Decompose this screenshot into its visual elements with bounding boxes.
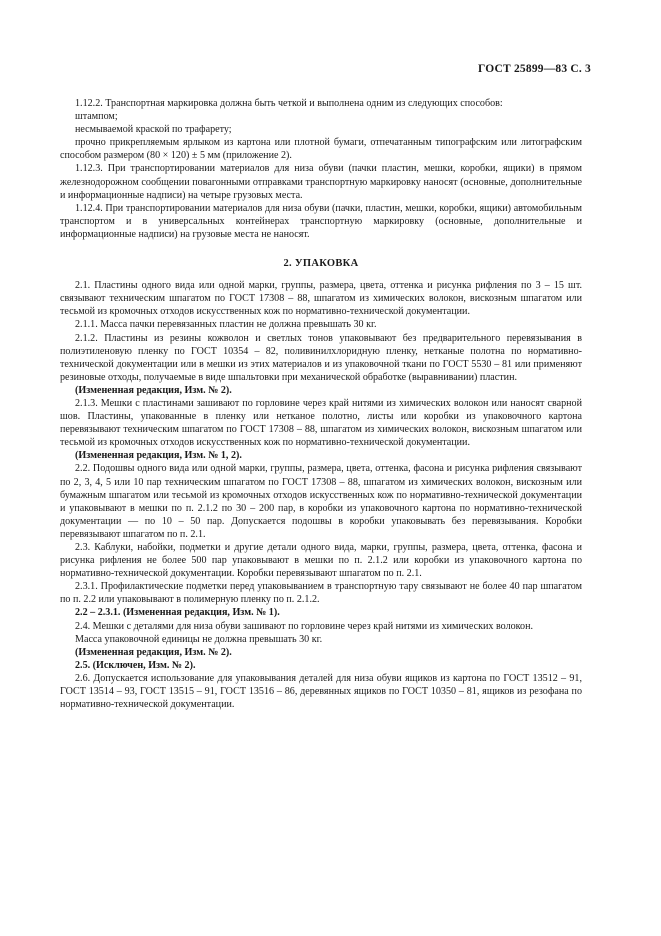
paragraph-2-1-1: 2.1.1. Масса пачки перевязанных пластин не должна превышать 30 кг. [75, 319, 377, 331]
paragraph-mass-limit: Масса упаковочной единицы не должна превышать 30 кг. [75, 633, 323, 645]
paragraph-2-5-excluded: 2.5. (Исключен, Изм. № 2). [75, 659, 196, 671]
list-item-paint: несмываемой краской по трафарету; [75, 124, 232, 136]
paragraph-1-12-2: 1.12.2. Транспортная маркировка должна быть четкой и выполнена одним из следующих способов: [75, 98, 503, 109]
paragraph-1-12-4: 1.12.4. При транспортировании материалов для низа обуви (пачки, пластин, мешки, коробки, ящики) автомобильным транспортом и в универсальных контейнерах транспортную маркировку (основные, дополнительные и информационные надписи) на грузовые места не наносят. [60, 202, 582, 240]
paragraph-2-2: 2.2. Подошвы одного вида или одной марки, группы, размера, цвета, оттенка, фасона и рисунка рифления связывают по 2, 3, 4, 5 или 10 пар техническим шпагатом по ГОСТ 17308 – 88, шпагатом из химических волокон, вискозным или бумажным шпагатом или тесьмой из кромочных отходов искусственных кож по нормативно-технической документации и упаковывают в мешки по п. 2.1.2 по 30 – 200 пар, в коробки из упаковочного картона по нормативно-технической документации — по 10 – 50 пар. Допускается подошвы в коробки упаковывать без перевязывания. Коробки перевязывают шпагатом по п. 2.1. [60, 463, 582, 540]
paragraph-2-1: 2.1. Пластины одного вида или одной марки, группы, размера, цвета, оттенка и рисунка рифления по 3 – 15 шт. связывают техническим шпагатом по ГОСТ 17308 – 88, шпагатом из химических волокон, вискозным шпагатом или тесьмой из кромочных отходов искусственных кож по нормативно-технической документации. [60, 280, 582, 318]
amendment-note: (Измененная редакция, Изм. № 2). [75, 384, 232, 396]
amendment-note: (Измененная редакция, Изм. № 2). [75, 646, 232, 658]
list-item-label: прочно прикрепляемым ярлыком из картона или плотной бумаги, отпечатанным типографским или литографским способом размером (80 × 120) ± 5 мм (приложение 2). [60, 137, 582, 162]
paragraph-2-6: 2.6. Допускается использование для упаковывания деталей для низа обуви ящиков из картона по ГОСТ 13512 – 91, ГОСТ 13514 – 93, ГОСТ 13515 – 91, ГОСТ 13516 – 86, деревянных ящиков по ГОСТ 10350 – 81, ящиков из резофана по нормативно-технической документации. [60, 672, 582, 711]
paragraph-2-4: 2.4. Мешки с деталями для низа обуви зашивают по горловине через край нитями из химических волокон. [75, 620, 534, 632]
section-heading-packaging: 2. УПАКОВКА [283, 258, 359, 270]
amendment-note: (Измененная редакция, Изм. № 1, 2). [75, 450, 242, 462]
list-item-stamp: штампом; [75, 111, 118, 123]
amendment-note: 2.2 – 2.3.1. (Измененная редакция, Изм. № 1). [75, 607, 280, 619]
paragraph-1-12-3: 1.12.3. При транспортировании материалов для низа обуви (пачки пластин, мешки, коробки, ящики) в прямом железнодорожном сообщении повагонными отправками транспортную маркировку наносят (основные, дополнительные и информационные надписи) на четыре грузовых места. [60, 163, 582, 201]
running-header: ГОСТ 25899—83 С. 3 [478, 63, 591, 75]
paragraph-2-1-2: 2.1.2. Пластины из резины кожволон и светлых тонов упаковывают без предварительного перевязывания в полиэтиленовую пленку по ГОСТ 10354 – 82, поливинилхлоридную пленку, нетканые полотна по нормативно-технической документации или в мешки из этих материалов и из упаковочной ткани по ГОСТ 5530 – 81 или применяют резиновые отходы, получаемые в виде шпальтовки при механической обработке (выравнивании) пластин. [60, 332, 582, 383]
document-body [60, 97, 582, 711]
paragraph-2-3: 2.3. Каблуки, набойки, подметки и другие детали одного вида, марки, группы, размера, цвета, оттенка, фасона и рисунка рифления не более 500 пар упаковывают в мешки по п. 2.1.2 или коробки из упаковочного картона по нормативно-технической документации. Коробки перевязывают шпагатом по п. 2.1. [60, 542, 582, 580]
paragraph-2-1-3: 2.1.3. Мешки с пластинами зашивают по горловине через край нитями из химических волокон или наносят сварной шов. Пластины, упакованные в пленку или нетканое полотно, листы или коробки из упаковочного картона перевязывают техническим шпагатом по ГОСТ 17308 – 88, шпагатом из химических волокон, вискозным шпагатом или тесьмой из кромочных отходов искусственных кож по нормативно-технической документации. [60, 397, 582, 449]
paragraph-2-3-1: 2.3.1. Профилактические подметки перед упаковыванием в транспортную тару связывают не более 40 пар шпагатом по п. 2.2 или упаковывают в полимерную пленку по п. 2.1.2. [60, 581, 582, 606]
